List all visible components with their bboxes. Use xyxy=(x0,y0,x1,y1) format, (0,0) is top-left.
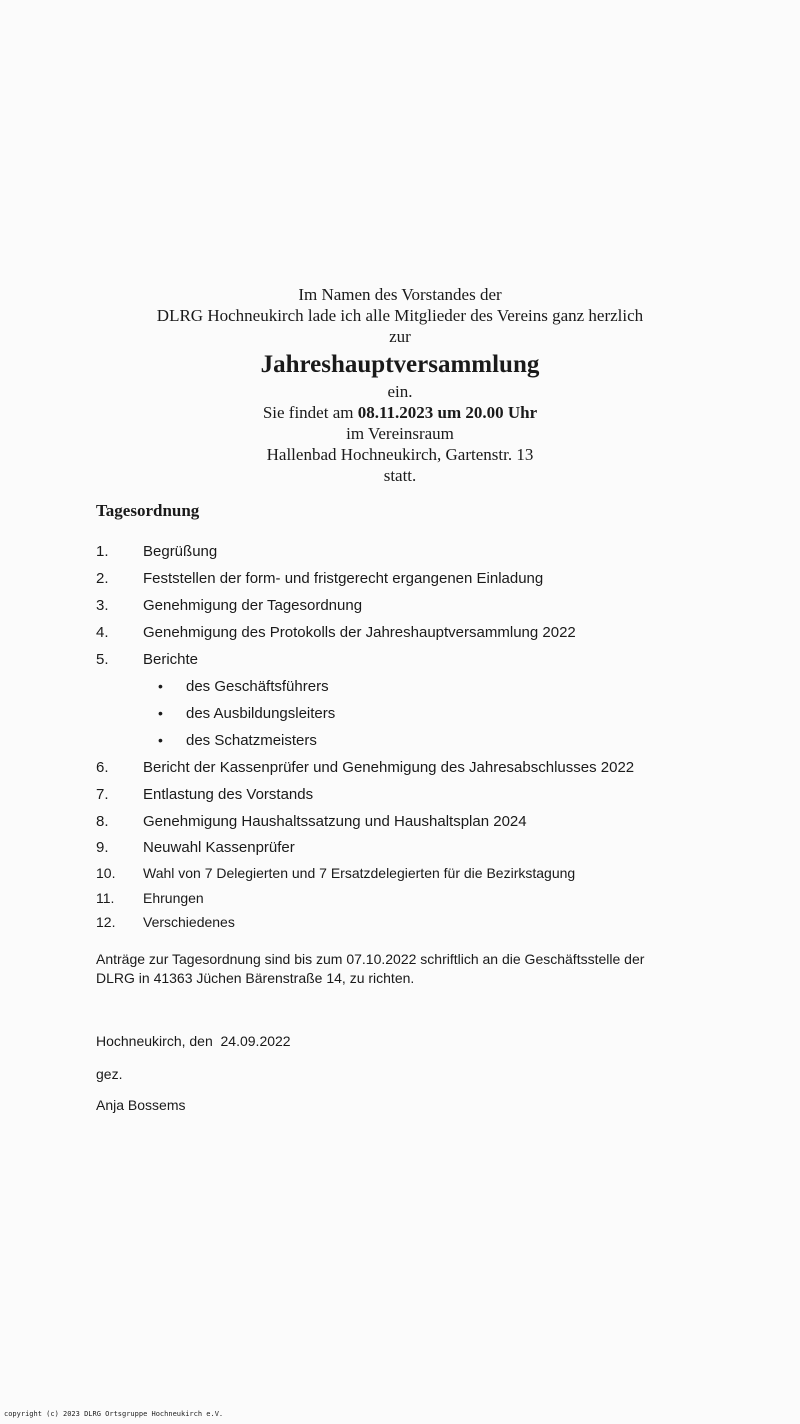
notice-line-1: Anträge zur Tagesordnung sind bis zum 07.10.2022 schriftlich an die Geschäftsstelle der xyxy=(96,951,645,967)
notice-line-2: DLRG in 41363 Jüchen Bärenstraße 14, zu richten. xyxy=(96,970,415,986)
agenda-item-text: Wahl von 7 Delegierten und 7 Ersatzdelegierten für die Bezirkstagung xyxy=(143,865,576,881)
bullet-icon: • xyxy=(158,678,163,694)
agenda-item-text: Bericht der Kassenprüfer und Genehmigung des Jahresabschlusses 2022 xyxy=(143,759,635,776)
agenda-item-number: 1. xyxy=(96,543,109,560)
header-line-5 xyxy=(0,402,800,423)
date-prefix: Sie findet am xyxy=(262,403,358,422)
agenda-item-number: 4. xyxy=(96,624,109,641)
agenda-item-number: 7. xyxy=(96,786,109,803)
agenda-item-number: 9. xyxy=(96,839,109,856)
agenda-item-text: Entlastung des Vorstands xyxy=(143,786,314,803)
agenda-item-number: 11. xyxy=(96,890,115,906)
agenda-item-number: 10. xyxy=(96,865,116,881)
header-line-2: DLRG Hochneukirch lade ich alle Mitglieder des Vereins ganz herzlich xyxy=(156,306,644,325)
place-date: Hochneukirch, den 24.09.2022 xyxy=(96,1033,291,1049)
bullet-icon: • xyxy=(158,705,163,721)
agenda-item-text: Berichte xyxy=(143,651,199,668)
agenda-item-number: 8. xyxy=(96,813,109,830)
agenda-item-text: Begrüßung xyxy=(143,543,218,560)
header-line-4: ein. xyxy=(387,382,413,401)
event-title: Jahreshauptversammlung xyxy=(260,351,540,378)
event-datetime: 08.11.2023 um 20.00 Uhr xyxy=(357,403,538,422)
agenda-subitem-text: des Schatzmeisters xyxy=(186,732,317,749)
agenda-item-number: 5. xyxy=(96,651,109,668)
motion-notice xyxy=(96,950,716,988)
agenda-item-text: Feststellen der form- und fristgerecht ergangenen Einladung xyxy=(143,570,544,587)
agenda-item-text: Neuwahl Kassenprüfer xyxy=(143,839,295,856)
copyright-notice: copyright (c) 2023 DLRG Ortsgruppe Hochneukirch e.V. xyxy=(4,1410,224,1418)
agenda-subitem-text: des Ausbildungsleiters xyxy=(186,705,336,722)
bullet-icon: • xyxy=(158,732,163,748)
agenda-item-text: Genehmigung Haushaltssatzung und Haushaltsplan 2024 xyxy=(143,813,527,830)
signed-marker: gez. xyxy=(96,1066,123,1082)
signatory-name: Anja Bossems xyxy=(96,1097,186,1113)
agenda-item-text: Genehmigung des Protokolls der Jahreshauptversammlung 2022 xyxy=(143,624,576,641)
agenda-item-number: 2. xyxy=(96,570,109,587)
header-line-7: Hallenbad Hochneukirch, Gartenstr. 13 xyxy=(266,445,534,464)
invitation-header xyxy=(0,284,800,486)
header-line-1: Im Namen des Vorstandes der xyxy=(298,285,502,304)
header-line-6: im Vereinsraum xyxy=(346,424,454,443)
header-line-3: zur xyxy=(389,327,411,346)
agenda-item-text: Verschiedenes xyxy=(143,914,235,930)
agenda-item-number: 3. xyxy=(96,597,109,614)
agenda-item-number: 6. xyxy=(96,759,109,776)
agenda-subitem-text: des Geschäftsführers xyxy=(186,678,329,695)
header-line-8: statt. xyxy=(383,466,417,485)
agenda-item-number: 12. xyxy=(96,914,116,930)
agenda-item-text: Ehrungen xyxy=(143,890,204,906)
agenda-title: Tagesordnung xyxy=(96,501,200,520)
agenda-item-text: Genehmigung der Tagesordnung xyxy=(143,597,363,614)
